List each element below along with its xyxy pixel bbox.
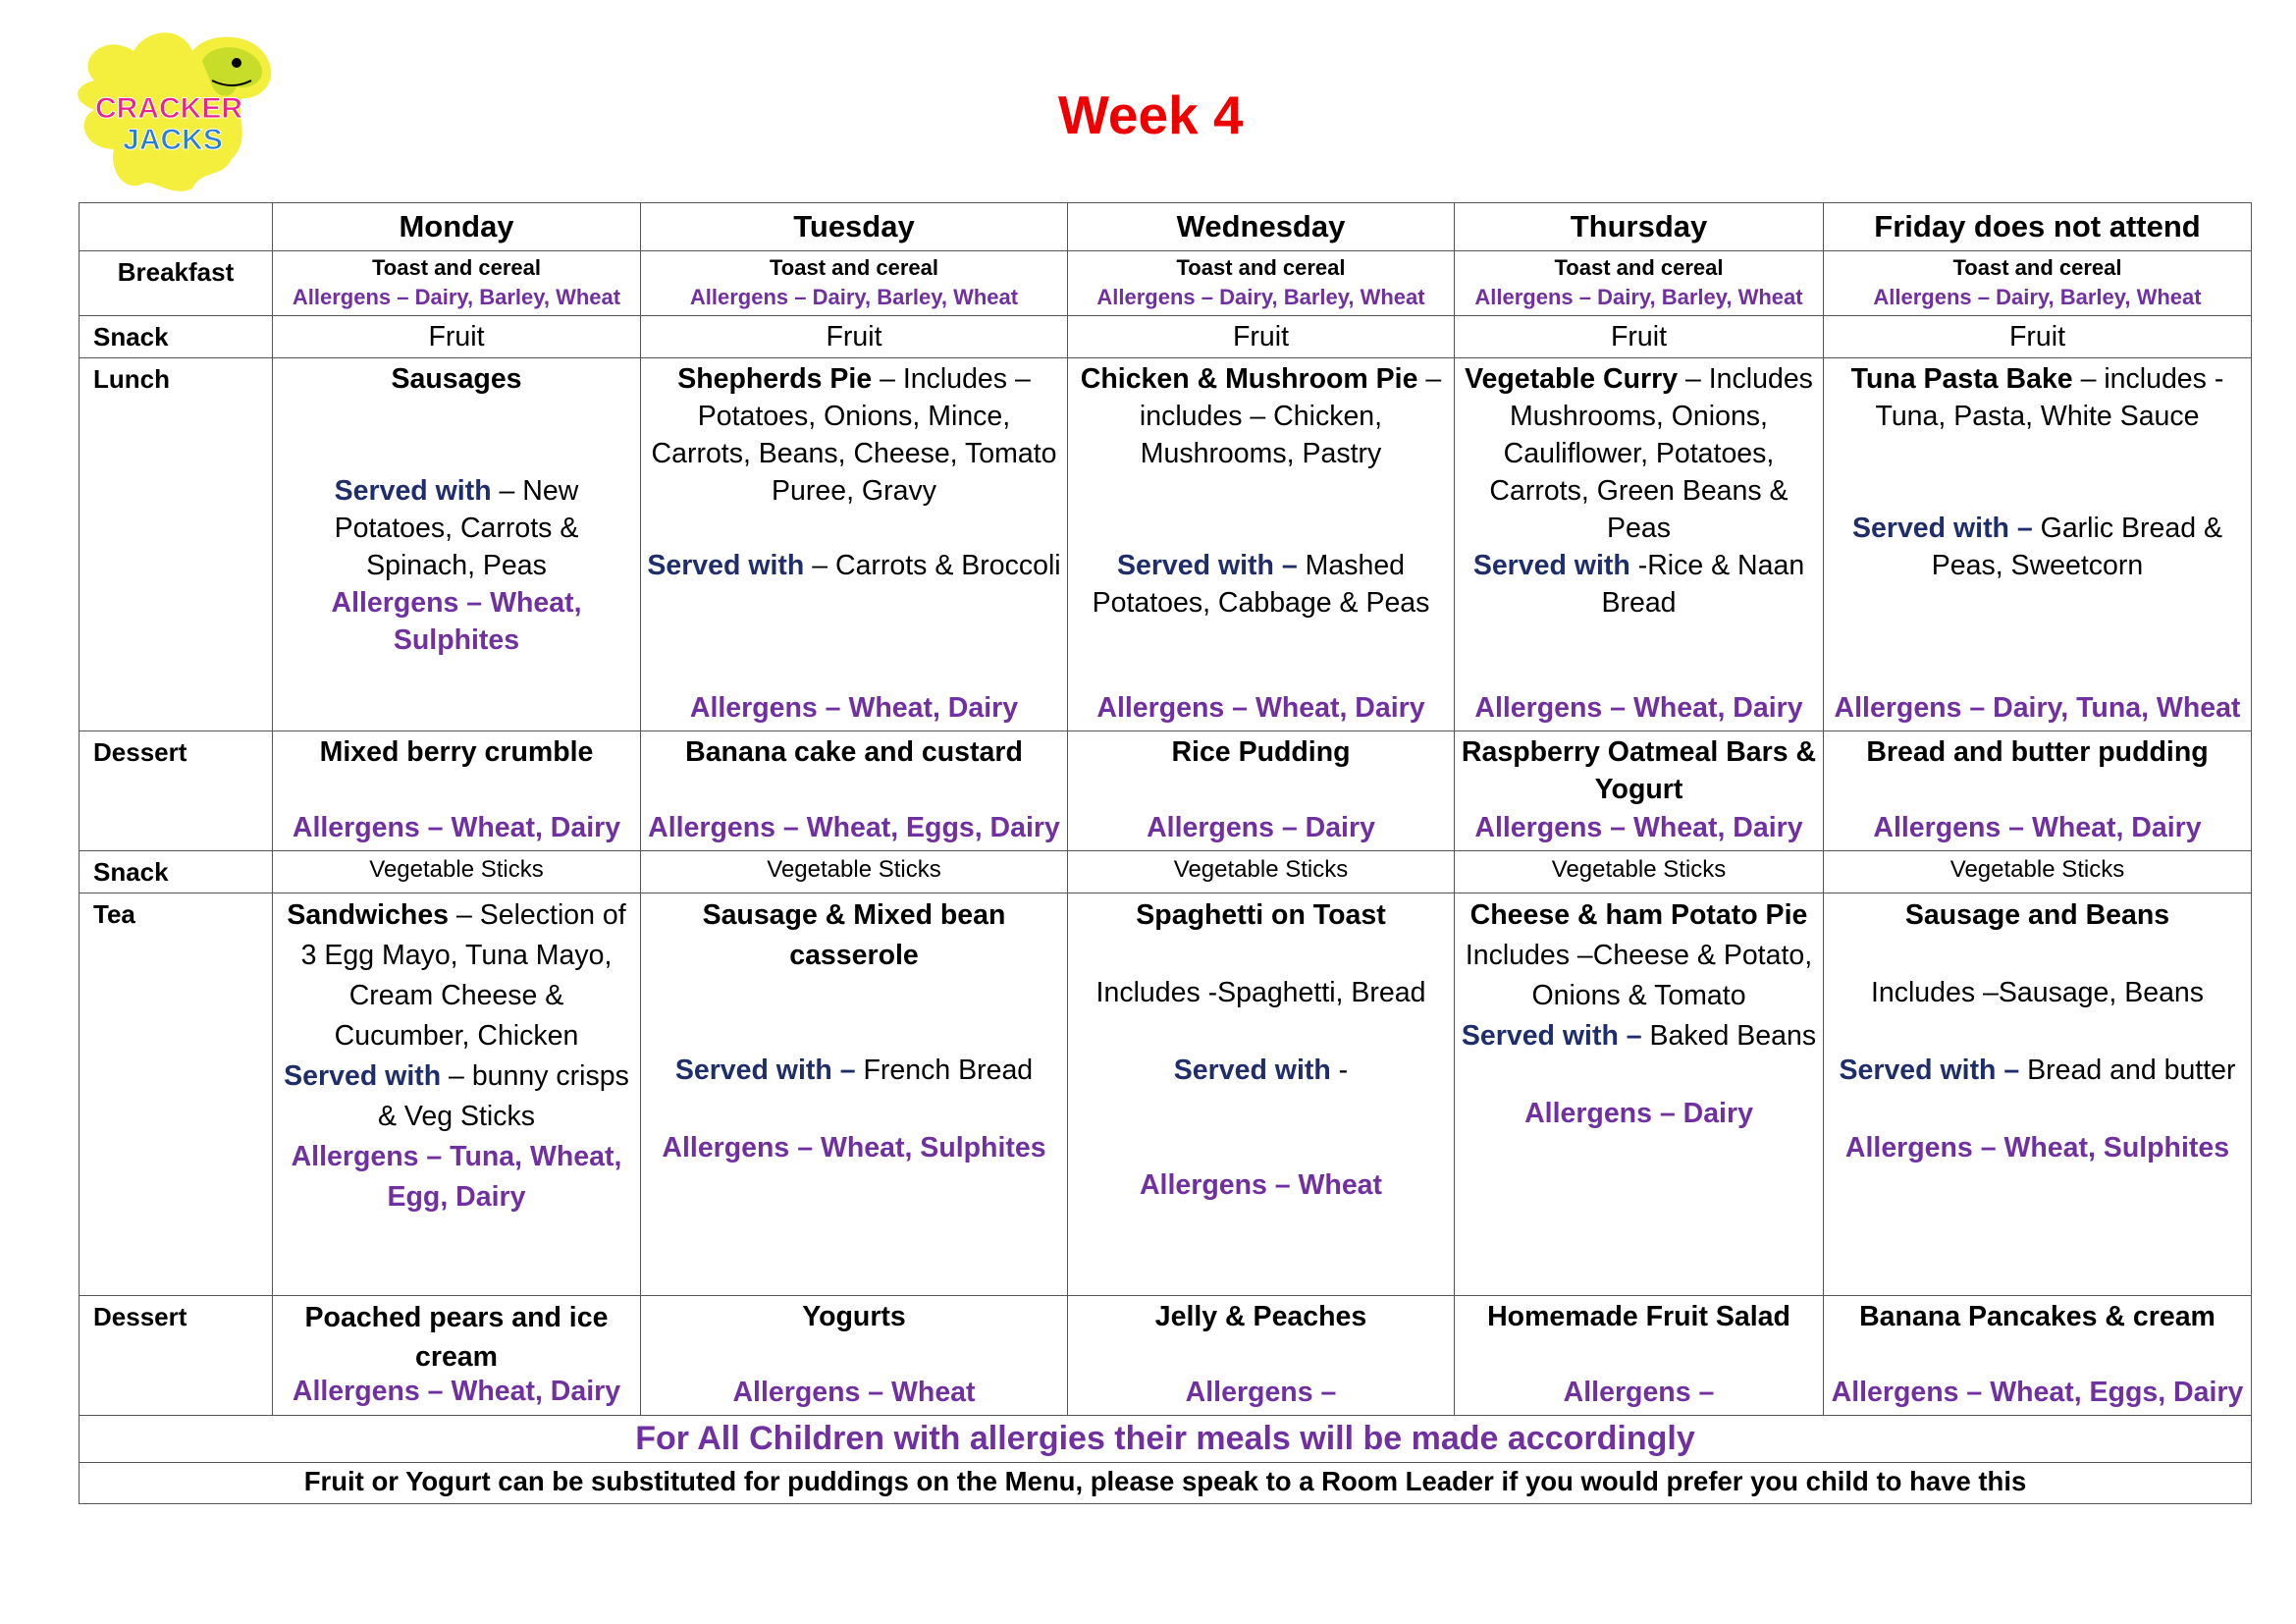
lunch-dish: Chicken & Mushroom Pie – includes – Chicken, Mushrooms, Pastry xyxy=(1080,363,1442,469)
breakfast-thursday xyxy=(1455,251,1824,316)
dessert2-thursday xyxy=(1455,1296,1824,1416)
dessert1-wednesday xyxy=(1068,731,1455,851)
dessert2-friday xyxy=(1824,1296,2252,1416)
lunch-row xyxy=(80,358,2252,731)
dessert-dish: Banana Pancakes & cream xyxy=(1859,1301,2216,1332)
dessert1-monday xyxy=(273,731,641,851)
dessert-allergens: Allergens – xyxy=(1563,1377,1715,1408)
footer-row xyxy=(80,1463,2252,1504)
dessert-dish: Jelly & Peaches xyxy=(1154,1301,1367,1332)
row-label-breakfast: Breakfast xyxy=(80,251,273,316)
day-thursday: Thursday xyxy=(1455,203,1824,251)
lunch-served: Served with – Mashed Potatoes, Cabbage & Peas xyxy=(1092,550,1430,619)
tea-allergens: Allergens – Wheat xyxy=(1139,1169,1383,1201)
snack2-thursday: Vegetable Sticks xyxy=(1455,851,1824,893)
day-tuesday: Tuesday xyxy=(641,203,1068,251)
dessert-dish: Poached pears and ice cream xyxy=(304,1302,609,1373)
dessert-allergens: Allergens – Wheat, Dairy xyxy=(292,812,621,843)
breakfast-item: Toast and cereal xyxy=(1952,255,2122,280)
lunch-tuesday xyxy=(641,358,1068,731)
dessert2-wednesday xyxy=(1068,1296,1455,1416)
breakfast-allergens: Allergens – Dairy, Barley, Wheat xyxy=(1096,285,1425,309)
dessert2-tuesday xyxy=(641,1296,1068,1416)
dessert2-monday xyxy=(273,1296,641,1416)
tea-dish: Spaghetti on Toast xyxy=(1136,899,1386,931)
row-label-dessert: Dessert xyxy=(80,1296,273,1416)
tea-dish: Sausage and Beans xyxy=(1904,899,2170,931)
dessert-row-2 xyxy=(80,1296,2252,1416)
snack1-monday: Fruit xyxy=(273,316,641,358)
lunch-friday xyxy=(1824,358,2252,731)
breakfast-item: Toast and cereal xyxy=(770,255,938,280)
dessert-allergens: Allergens – Wheat, Eggs, Dairy xyxy=(648,812,1060,843)
snack1-tuesday: Fruit xyxy=(641,316,1068,358)
tea-tuesday xyxy=(641,893,1068,1296)
snack1-friday: Fruit xyxy=(1824,316,2252,358)
breakfast-allergens: Allergens – Dairy, Barley, Wheat xyxy=(1873,285,2202,309)
lunch-allergens: Allergens – Wheat, Sulphites xyxy=(331,587,582,656)
lunch-monday xyxy=(273,358,641,731)
lunch-served: Served with – Garlic Bread & Peas, Sweetcorn xyxy=(1852,513,2222,581)
tea-dish: Sausage & Mixed bean casserole xyxy=(702,899,1006,971)
breakfast-allergens: Allergens – Dairy, Barley, Wheat xyxy=(689,285,1019,309)
dessert-allergens: Allergens – Wheat, Eggs, Dairy xyxy=(1831,1377,2244,1408)
lunch-allergens: Allergens – Dairy, Tuna, Wheat xyxy=(1834,692,2241,724)
row-label-lunch: Lunch xyxy=(80,358,273,731)
dessert-dish: Banana cake and custard xyxy=(685,736,1023,768)
corner-cell xyxy=(80,203,273,251)
snack2-friday: Vegetable Sticks xyxy=(1824,851,2252,893)
tea-friday xyxy=(1824,893,2252,1296)
lunch-served: Served with – New Potatoes, Carrots & Spinach, Peas xyxy=(334,475,579,581)
row-label-snack: Snack xyxy=(80,316,273,358)
dessert1-tuesday xyxy=(641,731,1068,851)
tea-served: Served with – bunny crisps & Veg Sticks xyxy=(284,1060,629,1132)
lunch-allergens: Allergens – Wheat, Dairy xyxy=(1096,692,1425,724)
substitution-note: Fruit or Yogurt can be substituted for puddings on the Menu, please speak to a Room Leader if you would prefer you child to have this xyxy=(80,1463,2252,1504)
row-label-tea: Tea xyxy=(80,893,273,1296)
dessert-dish: Rice Pudding xyxy=(1171,736,1351,768)
lunch-dish: Vegetable Curry – Includes Mushrooms, Onions, Cauliflower, Potatoes, Carrots, Green Beans & Peas xyxy=(1465,363,1813,544)
day-wednesday: Wednesday xyxy=(1068,203,1455,251)
dessert-dish: Mixed berry crumble xyxy=(319,736,594,768)
lunch-wednesday xyxy=(1068,358,1455,731)
logo-line2: JACKS xyxy=(123,124,223,156)
snack-row-1 xyxy=(80,316,2252,358)
breakfast-monday xyxy=(273,251,641,316)
tea-row xyxy=(80,893,2252,1296)
row-label-dessert: Dessert xyxy=(80,731,273,851)
lunch-allergens: Allergens – Wheat, Dairy xyxy=(689,692,1019,724)
tea-allergens: Allergens – Dairy xyxy=(1524,1098,1753,1129)
snack2-wednesday: Vegetable Sticks xyxy=(1068,851,1455,893)
tea-desc: Includes -Spaghetti, Bread xyxy=(1095,977,1426,1008)
breakfast-allergens: Allergens – Dairy, Barley, Wheat xyxy=(1474,285,1803,309)
header-row xyxy=(80,203,2252,251)
tea-desc: Includes –Cheese & Potato, Onions & Tomato xyxy=(1465,940,1813,1011)
tea-allergens: Allergens – Wheat, Sulphites xyxy=(1844,1132,2230,1164)
snack1-thursday: Fruit xyxy=(1455,316,1824,358)
dessert-allergens: Allergens – Wheat, Dairy xyxy=(1474,812,1803,843)
logo-line1: CRACKER xyxy=(95,92,242,125)
lunch-thursday xyxy=(1455,358,1824,731)
tea-dish: Sandwiches – Selection of 3 Egg Mayo, Tuna Mayo, Cream Cheese & Cucumber, Chicken xyxy=(287,899,626,1052)
tea-wednesday xyxy=(1068,893,1455,1296)
dessert-row-1 xyxy=(80,731,2252,851)
snack1-wednesday: Fruit xyxy=(1068,316,1455,358)
lunch-dish: Tuna Pasta Bake – includes - Tuna, Pasta, White Sauce xyxy=(1850,363,2224,432)
dessert-dish: Yogurts xyxy=(802,1301,906,1332)
snack-row-2 xyxy=(80,851,2252,893)
snack2-monday: Vegetable Sticks xyxy=(273,851,641,893)
dessert-allergens: Allergens – Dairy xyxy=(1147,812,1375,843)
breakfast-allergens: Allergens – Dairy, Barley, Wheat xyxy=(292,285,621,309)
dessert-allergens: Allergens – Wheat, Dairy xyxy=(1873,812,2202,843)
page-title: Week 4 xyxy=(1058,84,1244,145)
dessert1-thursday xyxy=(1455,731,1824,851)
dessert-allergens: Allergens – Wheat xyxy=(732,1377,976,1408)
tea-served: Served with – Baked Beans xyxy=(1461,1020,1817,1052)
tea-monday xyxy=(273,893,641,1296)
snack2-tuesday: Vegetable Sticks xyxy=(641,851,1068,893)
menu-table xyxy=(79,202,2252,1504)
dessert-dish: Raspberry Oatmeal Bars & Yogurt xyxy=(1461,736,1817,805)
cracker-jacks-logo xyxy=(55,22,283,198)
breakfast-item: Toast and cereal xyxy=(1176,255,1346,280)
dessert-allergens: Allergens – Wheat, Dairy xyxy=(292,1376,621,1407)
lunch-allergens: Allergens – Wheat, Dairy xyxy=(1474,692,1803,724)
dessert-allergens: Allergens – xyxy=(1185,1377,1337,1408)
breakfast-item: Toast and cereal xyxy=(1554,255,1724,280)
day-friday: Friday does not attend xyxy=(1824,203,2252,251)
breakfast-row xyxy=(80,251,2252,316)
lunch-served: Served with -Rice & Naan Bread xyxy=(1472,550,1805,619)
dessert-dish: Homemade Fruit Salad xyxy=(1487,1301,1790,1332)
allergy-notice: For All Children with allergies their meals will be made accordingly xyxy=(80,1416,2252,1463)
tea-allergens: Allergens – Wheat, Sulphites xyxy=(662,1132,1046,1164)
breakfast-tuesday xyxy=(641,251,1068,316)
day-monday: Monday xyxy=(273,203,641,251)
notice-row xyxy=(80,1416,2252,1463)
tea-served: Served with - xyxy=(1173,1055,1349,1086)
dessert-dish: Bread and butter pudding xyxy=(1866,736,2209,768)
tea-dish: Cheese & ham Potato Pie xyxy=(1469,899,1808,931)
breakfast-wednesday xyxy=(1068,251,1455,316)
tea-served: Served with – Bread and butter xyxy=(1839,1055,2236,1086)
tea-served: Served with – French Bread xyxy=(674,1055,1034,1086)
breakfast-item: Toast and cereal xyxy=(372,255,541,280)
breakfast-friday xyxy=(1824,251,2252,316)
tea-allergens: Allergens – Tuna, Wheat, Egg, Dairy xyxy=(291,1141,622,1213)
lunch-dish: Shepherds Pie – Includes – Potatoes, Onions, Mince, Carrots, Beans, Cheese, Tomato Puree, Gravy xyxy=(651,363,1057,507)
tea-thursday xyxy=(1455,893,1824,1296)
dessert1-friday xyxy=(1824,731,2252,851)
lunch-served: Served with – Carrots & Broccoli xyxy=(647,550,1061,581)
row-label-snack: Snack xyxy=(80,851,273,893)
lunch-dish: Sausages xyxy=(391,363,522,395)
tea-desc: Includes –Sausage, Beans xyxy=(1870,977,2205,1008)
